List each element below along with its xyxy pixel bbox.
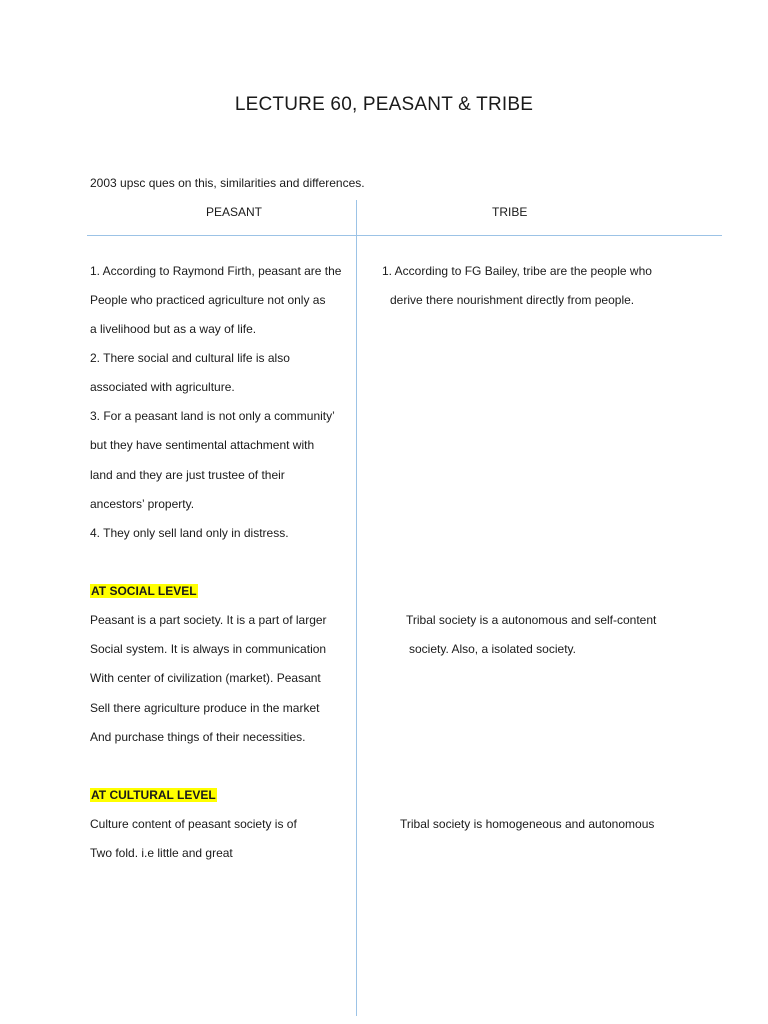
- peasant-point-line: a livelihood but as a way of life.: [90, 322, 257, 336]
- page-title: LECTURE 60, PEASANT & TRIBE: [234, 94, 534, 115]
- social-tribe-line: Tribal society is a autonomous and self-content: [406, 613, 657, 627]
- column-header-tribe: TRIBE: [492, 205, 528, 219]
- column-header-peasant: PEASANT: [206, 205, 263, 219]
- social-tribe-line: society. Also, a isolated society.: [409, 642, 576, 656]
- peasant-point-line: 2. There social and cultural life is also: [90, 351, 290, 365]
- cultural-peasant-line: Two fold. i.e little and great: [90, 846, 233, 860]
- cultural-peasant-line: Culture content of peasant society is of: [90, 817, 297, 831]
- peasant-point-line: People who practiced agriculture not only as: [90, 293, 326, 307]
- cultural-tribe-line: Tribal society is homogeneous and autonomous: [400, 817, 655, 831]
- section-heading-social: [90, 584, 198, 598]
- column-divider: [356, 200, 357, 1016]
- highlight-cultural-heading: AT CULTURAL LEVEL: [91, 788, 216, 802]
- peasant-point-line: ancestors’ property.: [90, 497, 195, 511]
- intro-text: 2003 upsc ques on this, similarities and differences.: [90, 176, 365, 190]
- social-peasant-line: Sell there agriculture produce in the market: [90, 701, 320, 715]
- peasant-point-line: 1. According to Raymond Firth, peasant are the: [90, 264, 342, 278]
- peasant-point-line: associated with agriculture.: [90, 380, 235, 394]
- peasant-point-line: 3. For a peasant land is not only a community’: [90, 409, 335, 423]
- social-peasant-line: With center of civilization (market). Peasant: [90, 671, 321, 685]
- social-peasant-line: Peasant is a part society. It is a part of larger: [90, 613, 327, 627]
- peasant-point-line: but they have sentimental attachment with: [90, 438, 315, 452]
- social-peasant-line: And purchase things of their necessities.: [90, 730, 306, 744]
- tribe-point-line: 1. According to FG Bailey, tribe are the people who: [382, 264, 652, 278]
- header-divider: [87, 235, 722, 236]
- peasant-point-line: 4. They only sell land only in distress.: [90, 526, 289, 540]
- section-heading-cultural: [90, 788, 217, 802]
- highlight-social-heading: AT SOCIAL LEVEL: [91, 584, 197, 598]
- tribe-point-line: derive there nourishment directly from people.: [390, 293, 635, 307]
- social-peasant-line: Social system. It is always in communication: [90, 642, 327, 656]
- peasant-point-line: land and they are just trustee of their: [90, 468, 285, 482]
